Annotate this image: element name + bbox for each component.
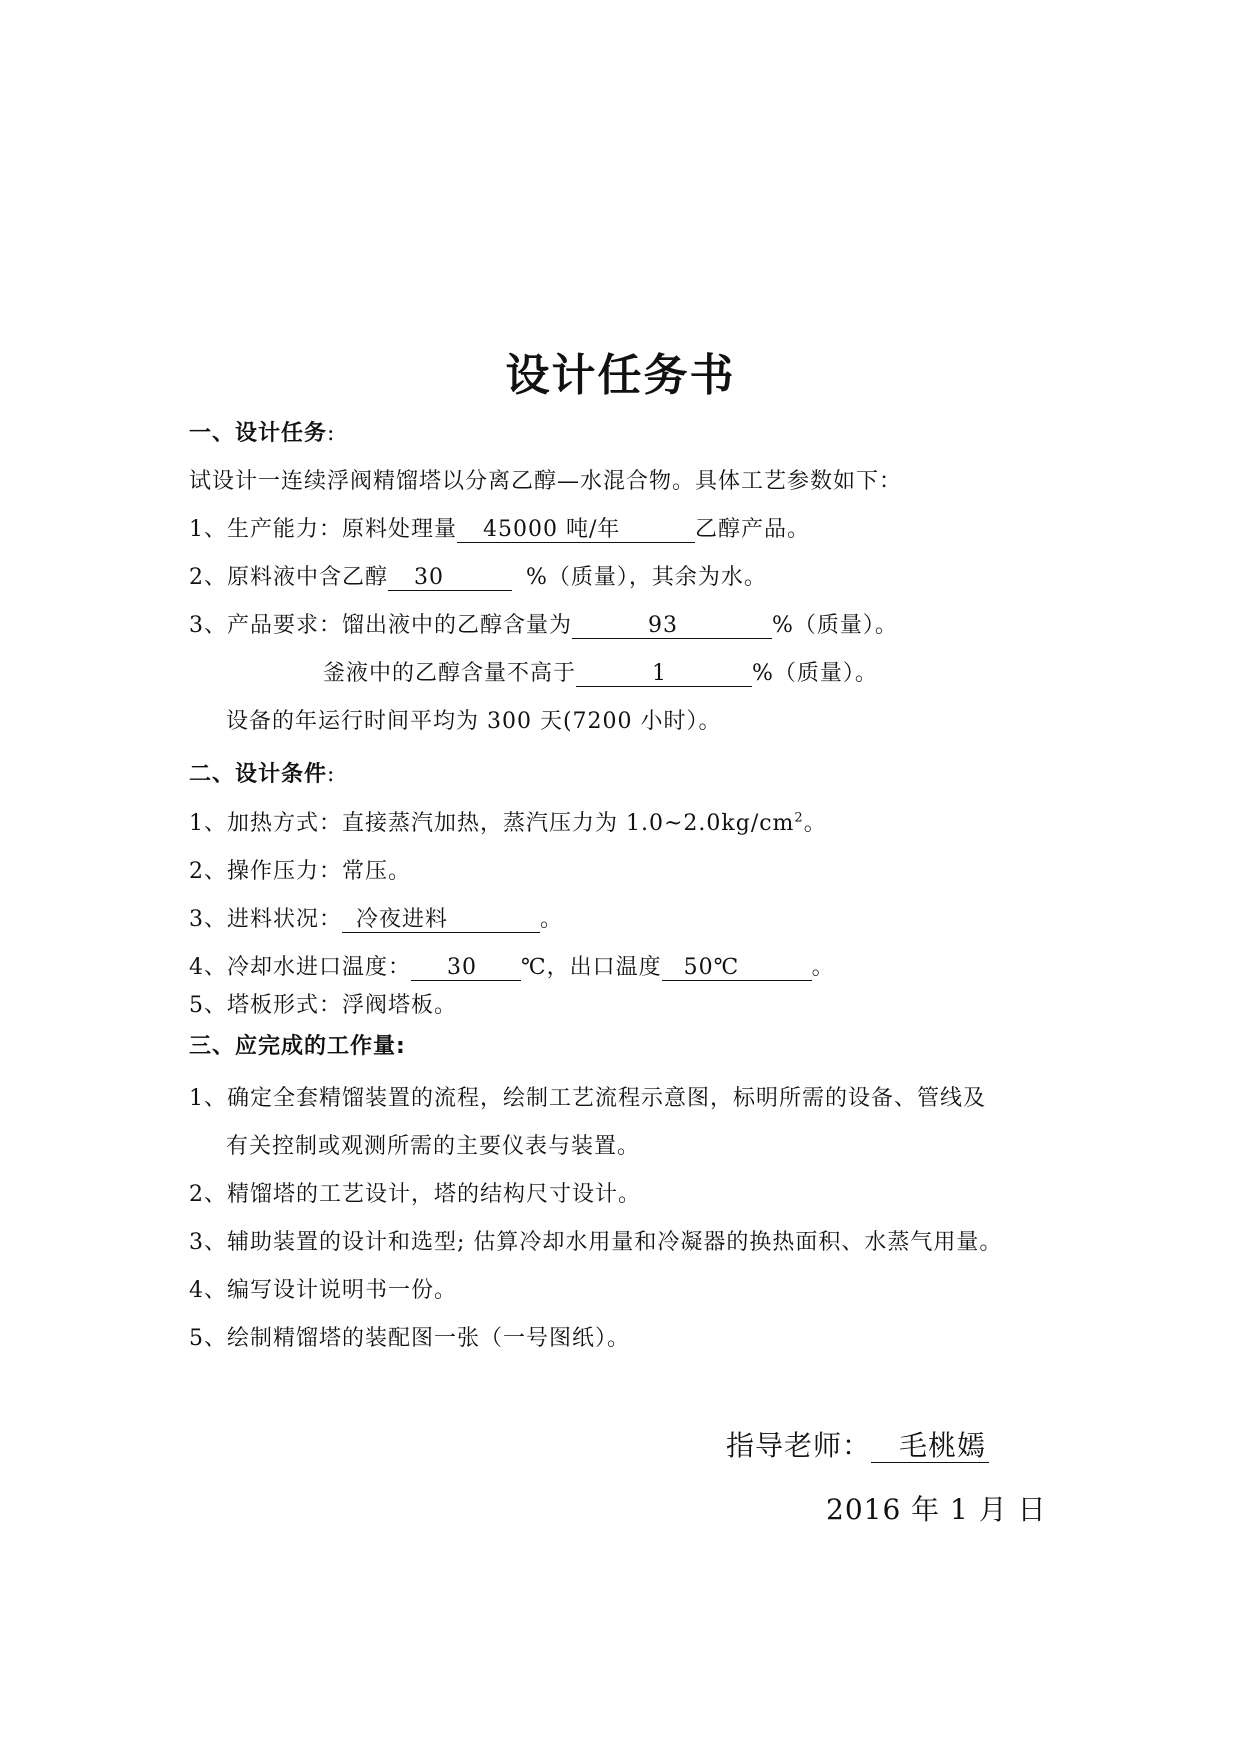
section3-item3: 3、辅助装置的设计和选型; 估算冷却水用量和冷凝器的换热面积、水蒸气用量。 [189, 1230, 1003, 1255]
cooling-suffix: 。 [811, 955, 835, 980]
item3-suffix: %（质量）。 [772, 613, 898, 638]
feed-blank [342, 908, 540, 933]
item3b-suffix: %（质量）。 [752, 661, 878, 686]
page-title: 设计任务书 [505, 350, 736, 401]
item3b-blank [576, 662, 752, 687]
superscript-2: 2 [794, 810, 804, 826]
item3-blank [572, 614, 772, 639]
supervisor-name: 毛桃嫣 [899, 1429, 987, 1462]
section2-item1 [189, 809, 827, 839]
section3-heading: 三、应完成的工作量: [189, 1034, 406, 1059]
section3-item1a: 1、确定全套精馏装置的流程，绘制工艺流程示意图，标明所需的设备、管线及 [189, 1086, 986, 1111]
supervisor-line [726, 1428, 989, 1464]
item2-value: 30 [414, 565, 444, 590]
supervisor-blank [871, 1430, 989, 1463]
section3-item5: 5、绘制精馏塔的装配图一张（一号图纸）。 [189, 1326, 630, 1351]
section1-item3 [189, 611, 898, 641]
section1-heading: 一、设计任务 [189, 421, 328, 446]
item2-blank [388, 566, 512, 591]
signature-date: 2016 年 1 月 日 [826, 1493, 1047, 1526]
cooling-outlet-value: 50℃ [683, 955, 740, 980]
item2-prefix: 2、原料液中含乙醇 [189, 565, 388, 590]
feed-suffix: 。 [540, 907, 564, 932]
section2-item2: 2、操作压力：常压。 [189, 859, 411, 884]
cooling-blank-1 [411, 956, 521, 981]
cooling-inlet-value: 30 [447, 955, 477, 980]
item1-value: 45000 吨/年 [483, 517, 621, 542]
feed-value: 冷夜进料 [356, 907, 449, 932]
cooling-prefix: 4、冷却水进口温度： [189, 955, 411, 980]
item2-suffix: %（质量），其余为水。 [526, 565, 767, 590]
section2-item3 [189, 905, 563, 935]
item1-prefix: 1、生产能力：原料处理量 [189, 517, 457, 542]
section1-item3b [323, 659, 878, 689]
section2-item5: 5、塔板形式：浮阀塔板。 [189, 993, 457, 1018]
item1-blank [457, 518, 695, 543]
section1-item1 [189, 515, 810, 545]
section1-heading-colon: : [327, 421, 336, 446]
section3-item4: 4、编写设计说明书一份。 [189, 1278, 457, 1303]
item3b-value: 1 [652, 661, 668, 686]
section1-intro: 试设计一连续浮阀精馏塔以分离乙醇—水混合物。具体工艺参数如下： [189, 469, 903, 494]
section2-item4 [189, 953, 835, 983]
item1-suffix: 乙醇产品。 [695, 517, 811, 542]
cooling-blank-2 [662, 956, 812, 981]
heating-text: 1、加热方式：直接蒸汽加热，蒸汽压力为 1.0~2.0kg/cm [189, 811, 795, 836]
section3-item2: 2、精馏塔的工艺设计，塔的结构尺寸设计。 [189, 1182, 641, 1207]
feed-prefix: 3、进料状况： [189, 907, 342, 932]
cooling-mid: ℃，出口温度 [521, 955, 662, 980]
heating-end: 。 [803, 811, 827, 836]
section1-item2 [189, 563, 767, 593]
section2-heading: 二、设计条件 [189, 762, 328, 787]
item3b-prefix: 釜液中的乙醇含量不高于 [323, 661, 577, 686]
supervisor-label: 指导老师： [726, 1429, 872, 1462]
section3-item1b: 有关控制或观测所需的主要仪表与装置。 [226, 1134, 641, 1159]
section2-heading-line [189, 760, 335, 790]
section1-heading-line [189, 419, 335, 449]
item3-value: 93 [648, 613, 678, 638]
section2-heading-colon: : [327, 762, 336, 787]
item3-prefix: 3、产品要求：馏出液中的乙醇含量为 [189, 613, 572, 638]
section1-runtime: 设备的年运行时间平均为 300 天(7200 小时）。 [226, 709, 722, 734]
